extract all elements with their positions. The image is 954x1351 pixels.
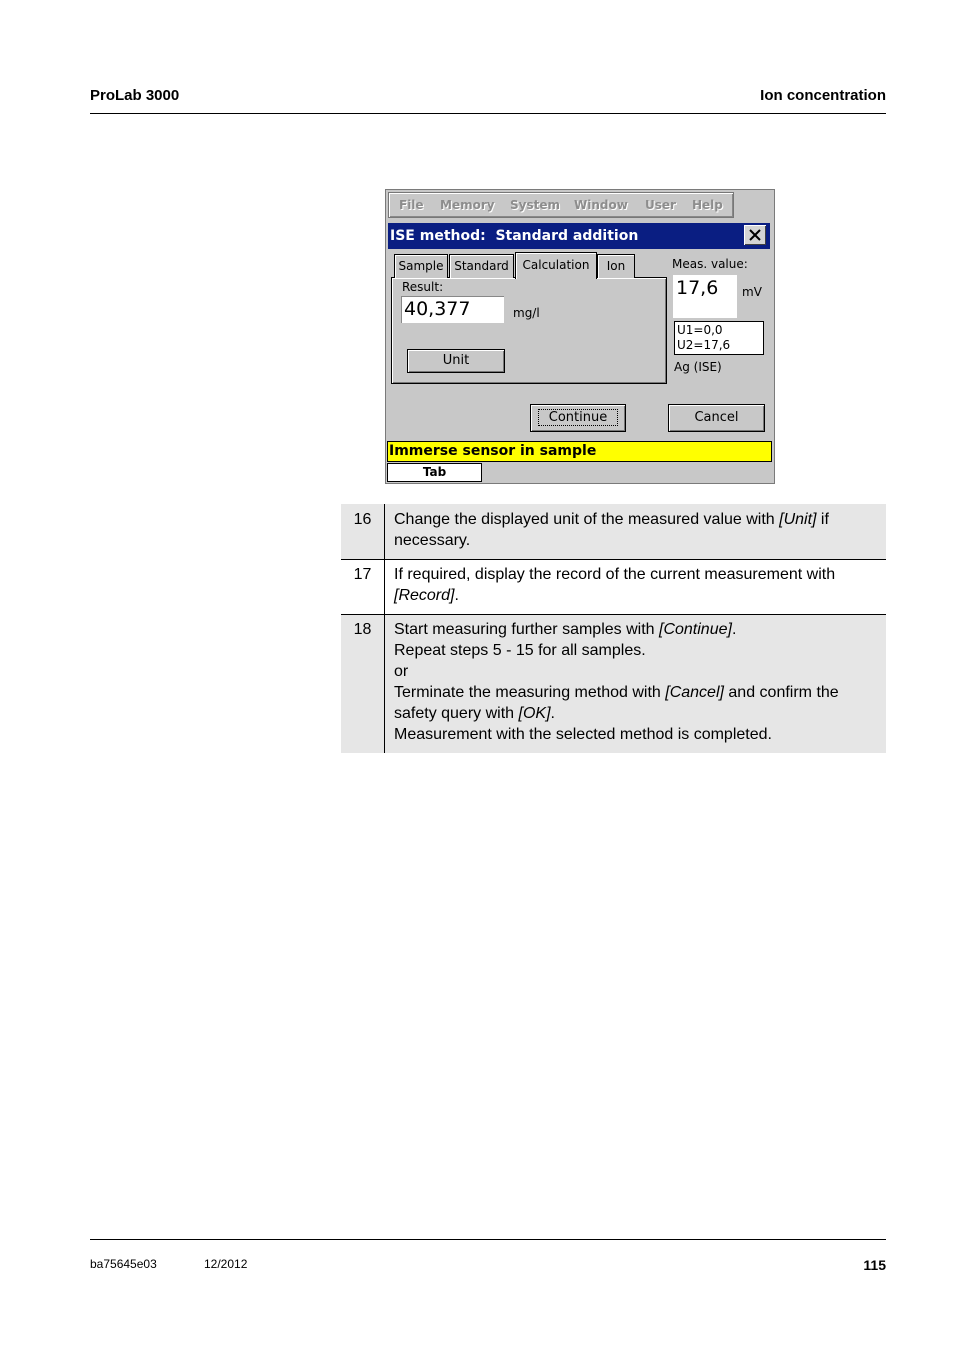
menu-bar (388, 192, 734, 218)
menu-window[interactable]: Window (574, 198, 628, 212)
step-text: or (394, 663, 409, 680)
step-text: Repeat steps 5 - 15 for all samples. (394, 642, 646, 659)
result-field (401, 296, 504, 323)
meas-value-label: Meas. value: (672, 257, 748, 271)
close-button[interactable] (744, 225, 766, 245)
menu-file[interactable]: File (399, 198, 424, 212)
step-number: 17 (353, 566, 372, 583)
page-number: 115 (863, 1257, 886, 1273)
status-message: Immerse sensor in sample (389, 443, 597, 459)
step-row (341, 614, 886, 753)
step-row (341, 559, 886, 614)
window-titlebar (388, 223, 770, 249)
page-header-section: Ion concentration (760, 87, 886, 104)
result-label: Result: (402, 280, 444, 294)
footer-rule (90, 1239, 886, 1240)
close-icon (749, 229, 761, 241)
step-number: 18 (353, 621, 372, 638)
tab-standard[interactable]: Standard (449, 254, 514, 278)
continue-button[interactable] (530, 404, 626, 432)
step-text: Terminate the measuring method with [Cancel] and confirm the safety query with [OK]. (394, 684, 839, 722)
menu-help[interactable]: Help (692, 198, 723, 212)
tab-ion[interactable]: Ion (597, 254, 635, 278)
step-number: 16 (353, 511, 372, 528)
menu-user[interactable]: User (645, 198, 676, 212)
tab-calculation[interactable]: Calculation (515, 252, 597, 279)
cancel-button[interactable]: Cancel (668, 404, 765, 432)
continue-label: Continue (538, 409, 618, 426)
meas-unit: mV (742, 285, 762, 299)
result-unit: mg/l (513, 306, 540, 320)
meas-value-field (673, 275, 737, 318)
softkey-tab[interactable]: Tab (387, 463, 482, 482)
window-title: ISE method: Standard addition (390, 228, 639, 244)
menu-system[interactable]: System (510, 198, 560, 212)
voltage-box (674, 321, 764, 355)
steps-table (341, 504, 886, 753)
electrode-label: Ag (ISE) (674, 360, 722, 374)
step-text: Start measuring further samples with [Continue]. (394, 621, 737, 638)
header-rule (90, 113, 886, 114)
meas-value: 17,6 (676, 277, 719, 299)
unit-button[interactable]: Unit (407, 349, 505, 373)
result-value: 40,377 (404, 298, 471, 320)
u2-value: U2=17,6 (677, 338, 731, 352)
step-row (341, 504, 886, 559)
footer-doc-id: ba75645e03 (90, 1257, 157, 1271)
step-text: Change the displayed unit of the measured value with [Unit] if necessary. (394, 511, 829, 549)
menu-memory[interactable]: Memory (440, 198, 495, 212)
footer-date: 12/2012 (204, 1257, 248, 1271)
step-text: Measurement with the selected method is completed. (394, 726, 772, 743)
step-text: If required, display the record of the current measurement with [Record]. (394, 566, 836, 604)
device-screenshot (385, 189, 775, 484)
page-header-title: ProLab 3000 (90, 87, 180, 104)
tab-sample[interactable]: Sample (394, 254, 448, 278)
u1-value: U1=0,0 (677, 323, 723, 337)
status-bar (387, 441, 772, 462)
